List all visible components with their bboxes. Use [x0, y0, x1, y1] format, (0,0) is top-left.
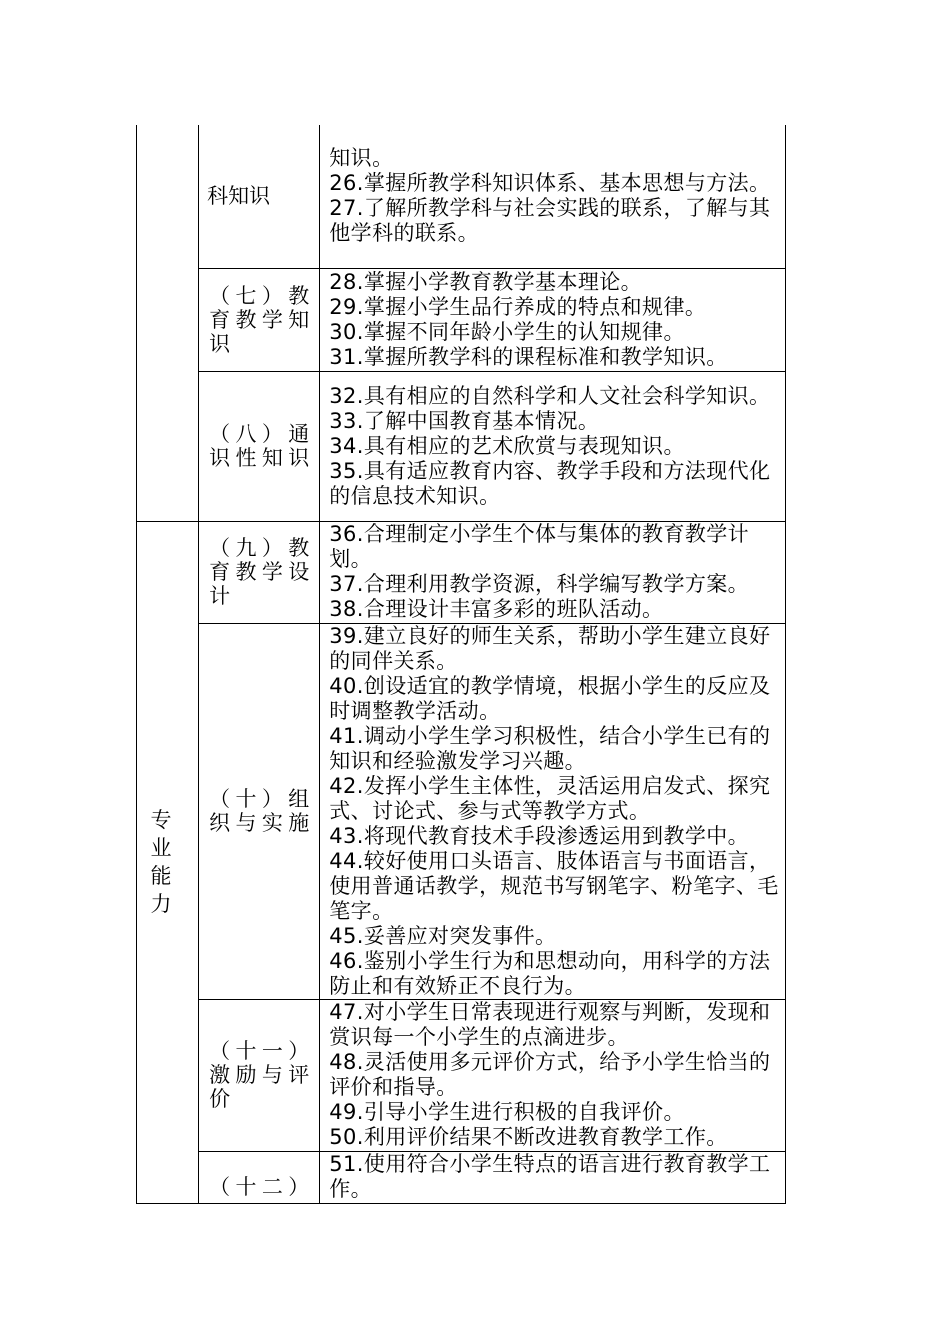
- list-item: 34.具有相应的艺术欣赏与表现知识。: [329, 433, 685, 458]
- list-item: 知识。: [329, 146, 394, 171]
- list-item: 45.妥善应对突发事件。: [329, 923, 557, 948]
- items-cell: [320, 371, 786, 521]
- area-label: （十二）: [209, 1174, 310, 1199]
- list-item: 48.灵活使用多元评价方式，给予小学生恰当的评价和指导。: [329, 1050, 771, 1099]
- area-cell: [199, 521, 320, 623]
- category-cell-empty: [137, 125, 199, 521]
- standards-table: [136, 125, 786, 1204]
- area-cell: [199, 125, 320, 268]
- list-item: 43.将现代教育技术手段渗透运用到教学中。: [329, 823, 750, 848]
- area-cell: [199, 1151, 320, 1203]
- list-item: 37.合理利用教学资源，科学编写教学方案。: [329, 572, 750, 596]
- list-item: 51.使用符合小学生特点的语言进行教育教学工作。: [329, 1151, 771, 1201]
- items-cell: [320, 1151, 786, 1203]
- list-item: 30.掌握不同年龄小学生的认知规律。: [329, 319, 685, 344]
- area-cell: [199, 623, 320, 999]
- area-cell: [199, 371, 320, 521]
- area-label: （七）教育教学知识: [209, 283, 310, 356]
- area-label: （八）通识性知识: [209, 422, 310, 470]
- table-row: [137, 1151, 786, 1203]
- list-item: 26.掌握所教学科知识体系、基本思想与方法。: [329, 171, 771, 196]
- list-item: 40.创设适宜的教学情境，根据小学生的反应及时调整教学活动。: [329, 673, 771, 723]
- items-cell: [320, 125, 786, 268]
- list-item: 44.较好使用口头语言、肢体语言与书面语言，使用普通话教学，规范书写钢笔字、粉笔字、毛笔字。: [329, 848, 779, 923]
- items-cell: [320, 521, 786, 623]
- list-item: 47.对小学生日常表现进行观察与判断，发现和赏识每一个小学生的点滴进步。: [329, 1000, 771, 1049]
- table-row: [137, 268, 786, 371]
- list-item: 46.鉴别小学生行为和思想动向，用科学的方法防止和有效矫正不良行为。: [329, 948, 771, 998]
- list-item: 32.具有相应的自然科学和人文社会科学知识。: [329, 383, 771, 408]
- list-item: 28.掌握小学教育教学基本理论。: [329, 269, 643, 294]
- table-row: [137, 623, 786, 999]
- list-item: 49.引导小学生进行积极的自我评价。: [329, 1100, 685, 1124]
- list-item: 27.了解所教学科与社会实践的联系，了解与其他学科的联系。: [329, 196, 771, 246]
- list-item: 50.利用评价结果不断改进教育教学工作。: [329, 1125, 728, 1149]
- area-cell: [199, 268, 320, 371]
- list-item: 41.调动小学生学习积极性，结合小学生已有的知识和经验激发学习兴趣。: [329, 723, 771, 773]
- items-cell: [320, 623, 786, 999]
- category-label: 专业能力: [150, 808, 172, 916]
- items-cell: [320, 268, 786, 371]
- area-label: （九）教育教学设计: [209, 536, 310, 608]
- list-item: 33.了解中国教育基本情况。: [329, 408, 600, 433]
- category-cell: [137, 521, 199, 1203]
- table-row: [137, 371, 786, 521]
- table-row: [137, 999, 786, 1151]
- list-item: 35.具有适应教育内容、教学手段和方法现代化的信息技术知识。: [329, 458, 771, 508]
- list-item: 39.建立良好的师生关系，帮助小学生建立良好的同伴关系。: [329, 623, 771, 673]
- list-item: 36.合理制定小学生个体与集体的教育教学计划。: [329, 522, 750, 571]
- area-label: （十一）激励与评价: [209, 1039, 310, 1111]
- list-item: 29.掌握小学生品行养成的特点和规律。: [329, 294, 707, 319]
- items-cell: [320, 999, 786, 1151]
- area-label: 科知识: [207, 184, 271, 209]
- area-label: （十）组织与实施: [209, 787, 310, 835]
- list-item: 42.发挥小学生主体性，灵活运用启发式、探究式、讨论式、参与式等教学方式。: [329, 773, 771, 823]
- list-item: 38.合理设计丰富多彩的班队活动。: [329, 597, 664, 621]
- list-item: 31.掌握所教学科的课程标准和教学知识。: [329, 344, 728, 369]
- table-row: [137, 521, 786, 623]
- table-row: [137, 125, 786, 268]
- area-cell: [199, 999, 320, 1151]
